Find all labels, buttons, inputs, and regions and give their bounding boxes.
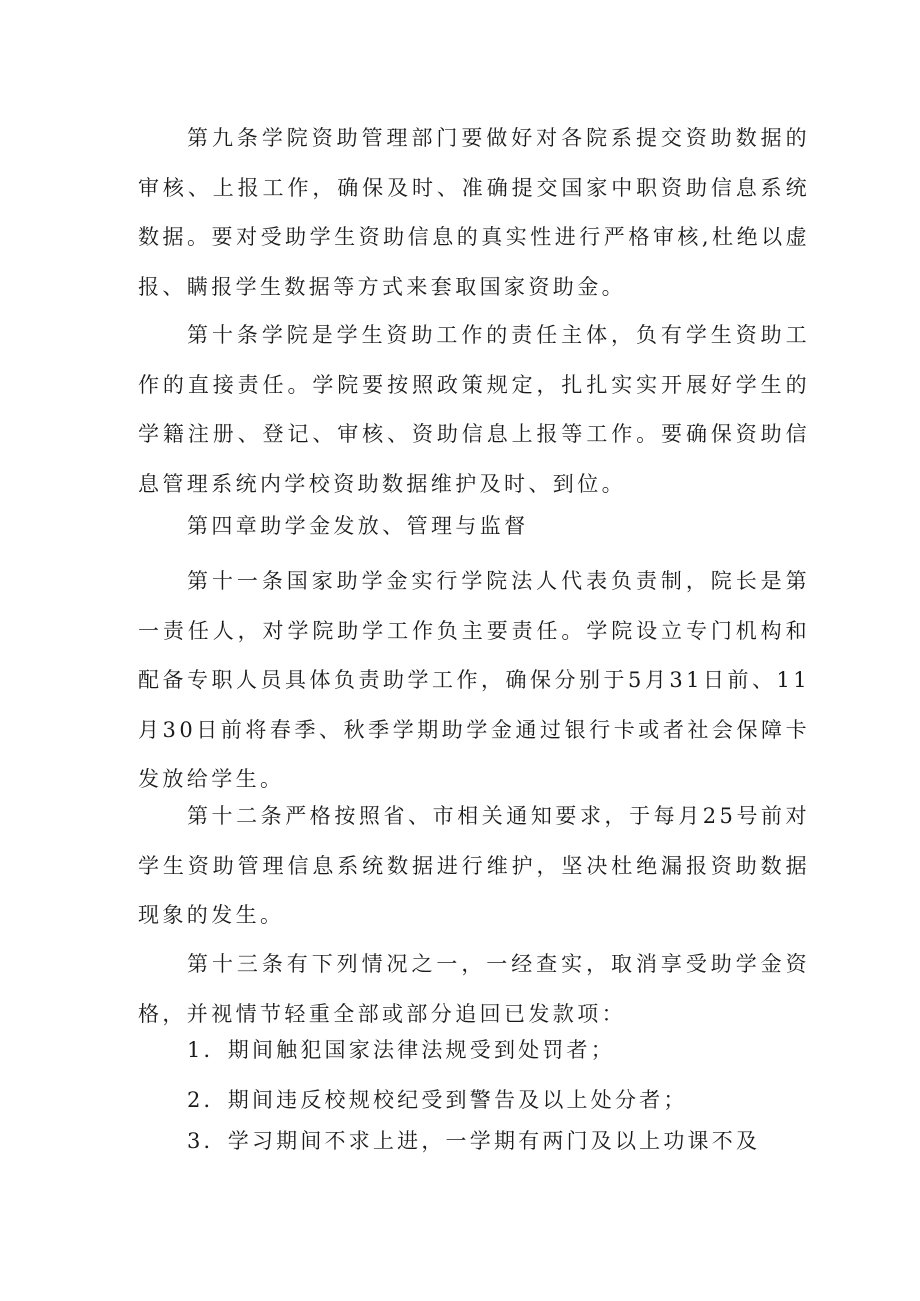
article-13-paragraph: 第十三条有下列情况之一，一经查实，取消享受助学金资格，并视情节轻重全部或部分追回已发款项： [138, 952, 810, 1026]
article-9-paragraph: 第九条学院资助管理部门要做好对各院系提交资助数据的审核、上报工作，确保及时、准确提交国家中职资助信息系统数据。要对受助学生资助信息的真实性进行严格审核,杜绝以虚报、瞒报学生数据等方式来套取国家资助金。 [138, 126, 810, 299]
list-item-2: 2．期间违反校规校纪受到警告及以上处分者； [187, 1088, 688, 1112]
article-10-paragraph: 第十条学院是学生资助工作的责任主体，负有学生资助工作的直接责任。学院要按照政策规定，扎扎实实开展好学生的学籍注册、登记、审核、资助信息上报等工作。要确保资助信息管理系统内学校资助数据维护及时、到位。 [138, 323, 810, 496]
article-12-paragraph: 第十二条严格按照省、市相关通知要求，于每月25号前对学生资助管理信息系统数据进行维护，坚决杜绝漏报资助数据现象的发生。 [138, 804, 810, 927]
list-item-1: 1．期间触犯国家法律法规受到处罚者； [187, 1038, 615, 1062]
list-item-3: 3．学习期间不求上进，一学期有两门及以上功课不及 [187, 1129, 761, 1153]
chapter-4-heading: 第四章助学金发放、管理与监督 [187, 514, 529, 538]
article-11-paragraph: 第十一条国家助学金实行学院法人代表负责制，院长是第一责任人，对学院助学工作负主要责任。学院设立专门机构和配备专职人员具体负责助学工作，确保分别于5月31日前、11月30日前将春季、秋季学期助学金通过银行卡或者社会保障卡发放给学生。 [138, 569, 810, 791]
